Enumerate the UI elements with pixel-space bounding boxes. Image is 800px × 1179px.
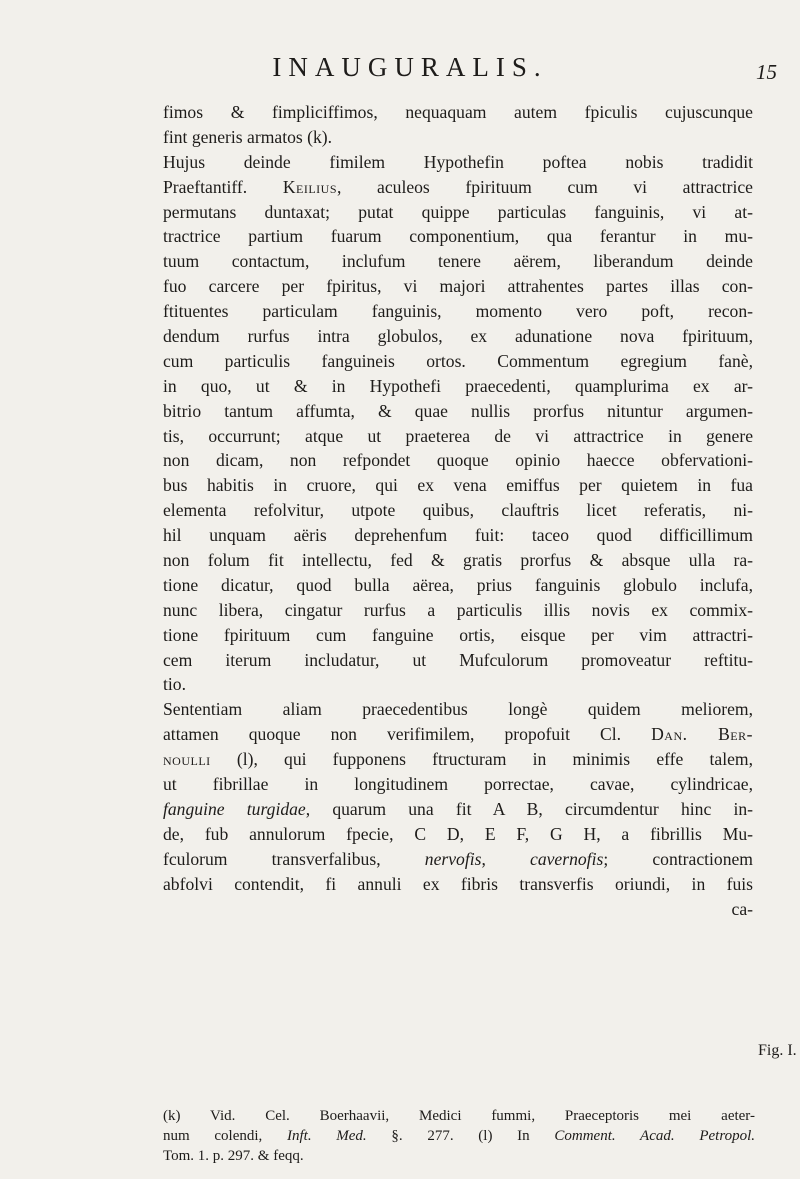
text-run: in quo, ut & in Hypothefi praecedenti, quamplurima ex ar- [163, 375, 753, 396]
text-line [163, 424, 753, 449]
text-run: Sententiam aliam praecedentibus longè quidem meliorem, [163, 699, 753, 720]
text-line [163, 648, 753, 673]
text-line [163, 747, 753, 772]
text-run: permutans duntaxat; putat quippe particulas fanguinis, vi at- [163, 201, 753, 222]
italic-text: nervofis [424, 848, 482, 869]
text-run: abfolvi contendit, fi annuli ex fibris transverfis oriundi, in fuis [163, 873, 753, 894]
margin-figure-reference: Fig. I. [758, 1042, 797, 1059]
page-number: 15 [756, 60, 777, 84]
italic-text: Comment. Acad. Petropol. [554, 1128, 756, 1144]
text-line [163, 274, 753, 299]
text-run: (l), qui fupponens ftructuram in minimis effe talem, [210, 749, 753, 770]
text-run: tis, occurrunt; atque ut praeterea de vi attractrice in genere [163, 425, 753, 446]
text-line [163, 224, 753, 249]
text-line [163, 822, 753, 847]
text-run: ut fibrillae in longitudinem porrectae, cavae, cylindricae, [163, 774, 753, 795]
text-line [163, 200, 753, 225]
text-run: de, fub annulorum fpecie, C D, E F, G H, a fibrillis Mu- [163, 823, 753, 844]
text-run: ftituentes particulam fanguinis, momento vero poft, recon- [163, 301, 753, 322]
text-run: ca- [731, 898, 753, 919]
text-run: elementa refolvitur, utpote quibus, clauftris licet referatis, ni- [163, 500, 753, 521]
text-line [163, 498, 753, 523]
text-line [163, 697, 753, 722]
italic-text: Inft. Med. [286, 1128, 367, 1144]
text-run: tio. [163, 674, 186, 695]
small-caps-name: Dan. Ber- [651, 724, 754, 745]
text-line [163, 100, 753, 125]
text-line [163, 523, 753, 548]
text-run: non folum fit intellectu, fed & gratis prorfus & absque ulla ra- [163, 550, 753, 571]
text-line [163, 324, 753, 349]
footnote-line [163, 1106, 755, 1126]
text-line [163, 623, 753, 648]
italic-text: fanguine turgidae [163, 798, 306, 819]
text-run: (k) Vid. Cel. Boerhaavii, Medici fummi, Praeceptoris mei aeter- [163, 1108, 755, 1124]
text-line [163, 374, 753, 399]
text-run: Tom. 1. p. 297. & feqq. [163, 1148, 304, 1164]
text-run: nunc libera, cingatur rurfus a particulis illis novis ex commix- [163, 599, 753, 620]
text-run: Hujus deinde fimilem Hypothefin poftea nobis tradidit [163, 151, 753, 172]
text-line [163, 598, 753, 623]
text-line [163, 448, 753, 473]
text-run: ; contractionem [603, 848, 753, 869]
text-run: dendum rurfus intra globulos, ex adunatione nova fpirituum, [163, 326, 753, 347]
body-text [163, 100, 753, 921]
text-run: attamen quoque non verifimilem, propofuit Cl. [163, 724, 652, 745]
text-run: Praeftantiff. [163, 176, 283, 197]
footnote-line [163, 1146, 755, 1166]
text-run: cem iterum includatur, ut Mufculorum promoveatur reftitu- [163, 649, 753, 670]
text-run: , [481, 848, 531, 869]
text-run: cum particulis fanguineis ortos. Commentum egregium fanè, [163, 350, 753, 371]
text-run: tractrice partium fuarum componentium, qua ferantur in mu- [163, 226, 753, 247]
italic-text: cavernofis [530, 848, 604, 869]
text-line [163, 349, 753, 374]
text-run: tuum contactum, inclufum tenere aërem, liberandum deinde [163, 251, 753, 272]
text-line [163, 125, 753, 150]
text-line [163, 573, 753, 598]
small-caps-name: noulli [163, 749, 211, 770]
text-line [163, 897, 753, 922]
text-line [163, 847, 753, 872]
text-line [163, 249, 753, 274]
text-line [163, 299, 753, 324]
text-line [163, 722, 753, 747]
text-run: , quarum una fit A B, circumdentur hinc in- [305, 798, 753, 819]
text-run: fimos & fimpliciffimos, nequaquam autem fpiculis cujuscunque [163, 102, 753, 122]
text-line [163, 150, 753, 175]
text-line [163, 473, 753, 498]
text-run: , aculeos fpirituum cum vi attractrice [337, 176, 753, 197]
text-run: bus habitis in cruore, qui ex vena emiffus per quietem in fua [163, 475, 753, 496]
text-run: non dicam, non refpondet quoque opinio haecce obfervationi- [163, 450, 753, 471]
footnote-line [163, 1126, 755, 1146]
text-line [163, 175, 753, 200]
text-run: §. 277. (l) In [366, 1128, 555, 1144]
text-run: tione dicatur, quod bulla aërea, prius fanguinis globulo inclufa, [163, 574, 753, 595]
text-line [163, 399, 753, 424]
text-run: tione fpirituum cum fanguine ortis, eisque per vim attractri- [163, 624, 753, 645]
text-line [163, 772, 753, 797]
text-run: fculorum transverfalibus, [163, 848, 425, 869]
text-line [163, 797, 753, 822]
running-head: INAUGURALIS. [272, 52, 548, 82]
small-caps-name: Keilius [282, 176, 338, 197]
text-run: bitrio tantum affumta, & quae nullis prorfus nituntur argumen- [163, 400, 753, 421]
text-run: fint generis armatos (k). [163, 126, 333, 147]
footnotes [163, 1106, 755, 1166]
text-run: num colendi, [163, 1128, 287, 1144]
text-line [163, 872, 753, 897]
text-run: fuo carcere per fpiritus, vi majori attrahentes partes illas con- [163, 276, 753, 297]
text-run: hil unquam aëris deprehenfum fuit: taceo quod difficillimum [163, 525, 753, 546]
text-line [163, 548, 753, 573]
text-line [163, 672, 753, 697]
